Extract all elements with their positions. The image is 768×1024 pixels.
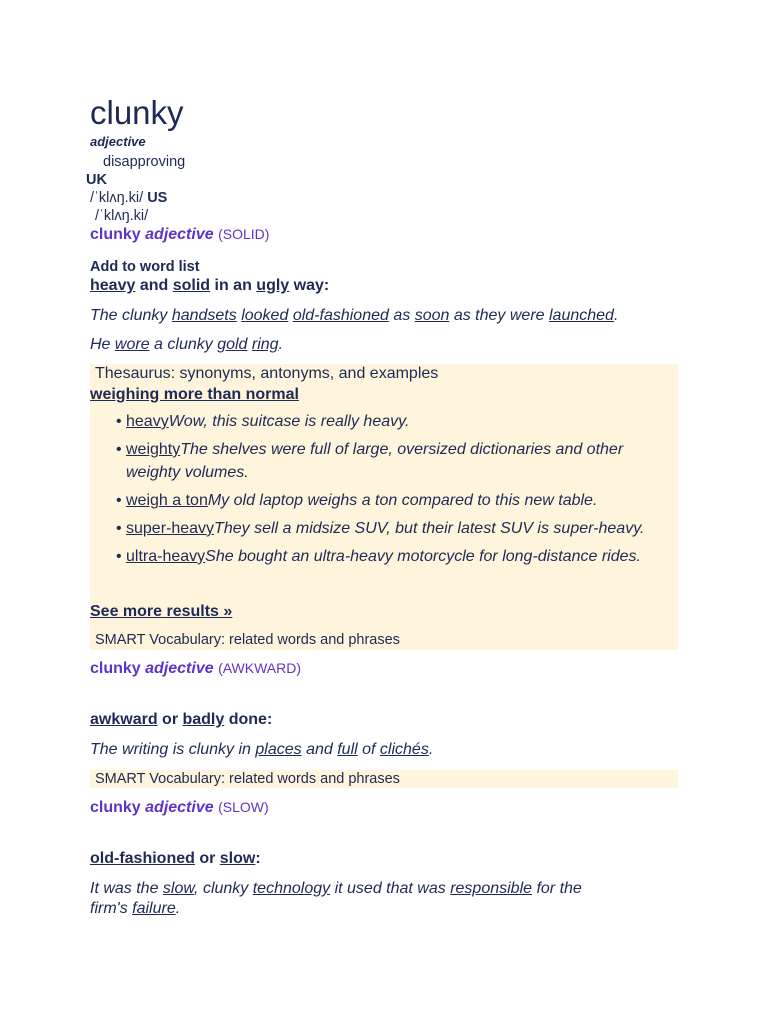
example-sentence: It was the slow, clunky technology it used that was responsible for the — [90, 880, 582, 897]
part-of-speech: adjective — [90, 134, 146, 149]
thesaurus-word[interactable]: super-heavy — [126, 520, 215, 537]
example-link[interactable]: failure — [132, 900, 176, 917]
example-link[interactable]: looked — [241, 307, 289, 324]
def-link-heavy[interactable]: heavy — [90, 277, 136, 294]
uk-ipa: /ˈklʌŋ.ki/ — [90, 190, 144, 206]
list-item — [90, 410, 678, 433]
list-item — [90, 517, 678, 540]
sense-heading-slow — [90, 799, 269, 817]
example-sentence-continued: firm's failure. — [90, 900, 181, 917]
list-item — [90, 438, 678, 484]
guideword: (SOLID) — [218, 226, 270, 242]
example-sentence: The writing is clunky in places and full of clichés. — [90, 741, 434, 758]
definition-awkward: awkward or badly done: — [90, 711, 273, 728]
sense-pos: adjective — [145, 226, 214, 243]
smart-vocabulary-link[interactable]: SMART Vocabulary: related words and phrases — [90, 770, 678, 788]
sense-pos: adjective — [145, 799, 214, 816]
example-link[interactable]: full — [337, 741, 358, 758]
sense-heading-awkward — [90, 660, 301, 678]
usage-label: disapproving — [103, 154, 186, 170]
sense-word: clunky — [90, 660, 141, 677]
definition-slow: old-fashioned or slow: — [90, 850, 261, 867]
example-link[interactable]: soon — [414, 307, 450, 324]
thesaurus-word[interactable]: weighty — [126, 441, 181, 458]
thesaurus-heading[interactable]: weighing more than normal — [90, 386, 299, 403]
example-link[interactable]: gold — [217, 336, 248, 353]
guideword: (SLOW) — [218, 799, 269, 815]
us-label: US — [147, 190, 168, 206]
example-link[interactable]: responsible — [450, 880, 533, 897]
thesaurus-example: The shelves were full of large, oversized dictionaries and other weighty volumes. — [126, 441, 624, 481]
sense-pos: adjective — [145, 660, 214, 677]
us-ipa: /ˈklʌŋ.ki/ — [95, 208, 149, 224]
thesaurus-word[interactable]: heavy — [126, 413, 169, 430]
example-link[interactable]: ring — [251, 336, 279, 353]
add-to-word-list-button[interactable]: Add to word list — [90, 259, 200, 275]
example-link[interactable]: wore — [114, 336, 150, 353]
def-link-solid[interactable]: solid — [172, 277, 211, 294]
definition-solid: heavy and solid in an ugly way: — [90, 277, 330, 294]
thesaurus-title: Thesaurus: synonyms, antonyms, and examples — [95, 365, 439, 382]
example-link[interactable]: places — [255, 741, 302, 758]
example-link[interactable]: slow — [162, 880, 195, 897]
uk-label: UK — [86, 172, 107, 188]
example-link[interactable]: launched — [549, 307, 614, 324]
def-link-awkward[interactable]: awkward — [90, 711, 158, 728]
example-link[interactable]: clichés — [379, 741, 429, 758]
def-link-badly[interactable]: badly — [182, 711, 225, 728]
sense-heading-solid — [90, 226, 269, 244]
smart-vocabulary-link[interactable]: SMART Vocabulary: related words and phrases — [90, 631, 678, 649]
list-item — [90, 489, 678, 512]
example-sentence: The clunky handsets looked old-fashioned as soon as they were launched. — [90, 307, 619, 324]
thesaurus-word[interactable]: weigh a ton — [126, 492, 208, 509]
def-link-ugly[interactable]: ugly — [256, 277, 290, 294]
thesaurus-list — [90, 410, 678, 573]
see-more-results-link[interactable]: See more results » — [90, 603, 233, 620]
list-item — [90, 545, 678, 568]
thesaurus-example: Wow, this suitcase is really heavy. — [168, 413, 410, 430]
thesaurus-word[interactable]: ultra-heavy — [126, 548, 206, 565]
sense-word: clunky — [90, 226, 141, 243]
thesaurus-example: They sell a midsize SUV, but their latest SUV is super-heavy. — [214, 520, 645, 537]
thesaurus-example: She bought an ultra-heavy motorcycle for long-distance rides. — [205, 548, 641, 565]
def-link-slow[interactable]: slow — [219, 850, 256, 867]
uk-pronunciation — [90, 190, 167, 206]
example-link[interactable]: old-fashioned — [292, 307, 389, 324]
example-sentence: He wore a clunky gold ring. — [90, 336, 284, 353]
example-link[interactable]: handsets — [171, 307, 237, 324]
thesaurus-example: My old laptop weighs a ton compared to this new table. — [207, 492, 598, 509]
sense-word: clunky — [90, 799, 141, 816]
example-link[interactable]: technology — [252, 880, 331, 897]
guideword: (AWKWARD) — [218, 660, 302, 676]
def-link-old-fashioned[interactable]: old-fashioned — [90, 850, 195, 867]
headword: clunky — [90, 94, 184, 131]
